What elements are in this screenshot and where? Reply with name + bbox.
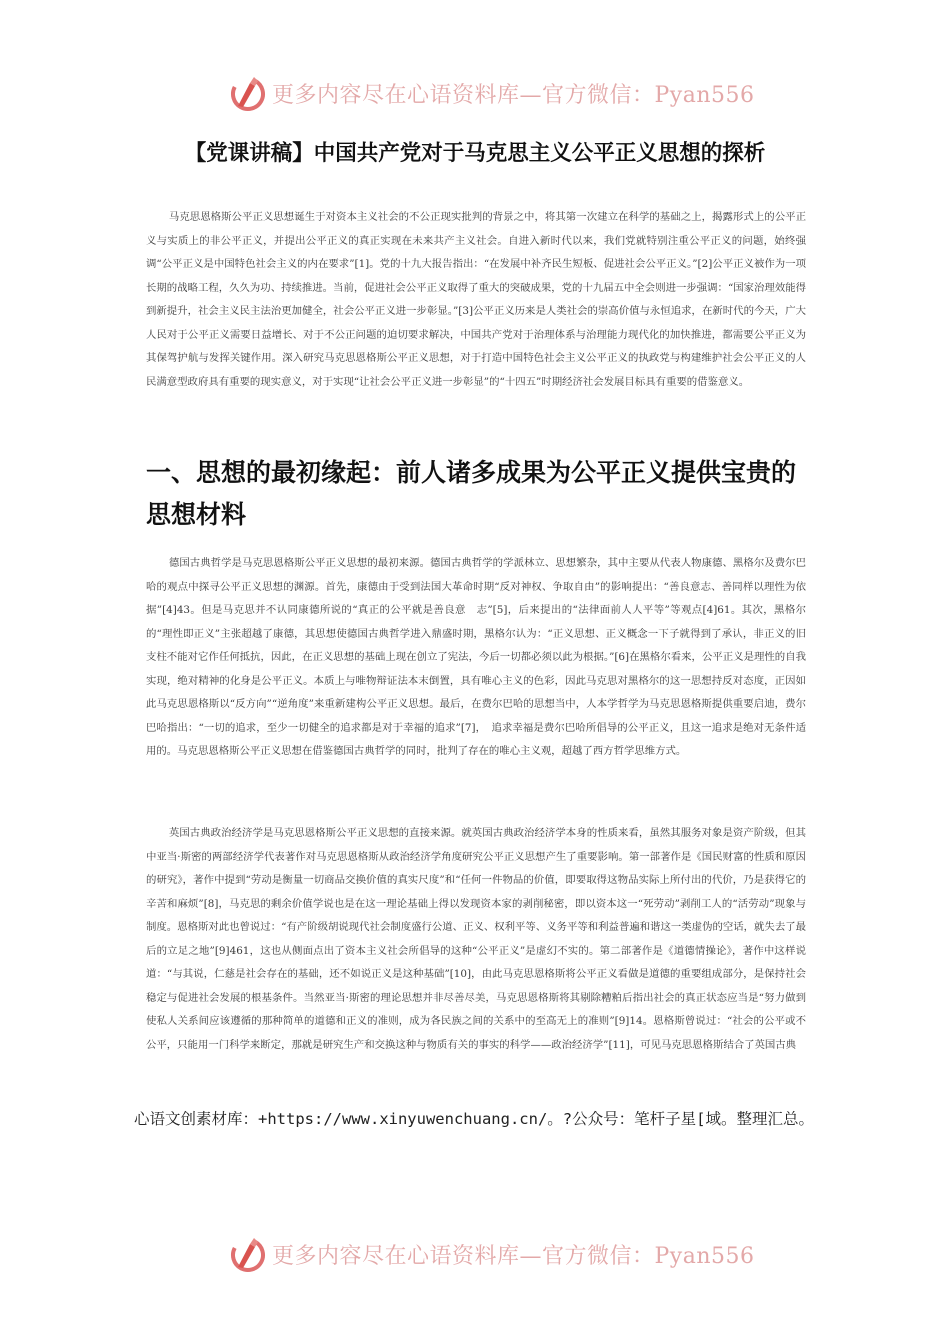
paragraph: 马克思恩格斯公平正义思想诞生于对资本主义社会的不公正现实批判的背景之中，将其第一次建立在科学的基础之上，揭露形式上的公平正义与实质上的非公平正义，并提出公平正义的真正实现在未来共产主义社会。自进入新时代以来，我们党就特别注重公平正义的问题，始终强调“公平正义是中国特色社会主义的内在要求”[1]。党的十九大报告指出：“在发展中补齐民生短板、促进社会公平正义。”[2]公平正义被作为一项长期的战略工程，久久为功、持续推进。当前，促进社会公平正义取得了重大的突破成果，党的十九届五中全会则进一步强调：“国家治理效能得到新提升，社会主义民主法治更加健全，社会公平正义进一步彰显。”[3]公平正义历来是人类社会的崇高价值与永恒追求，在新时代的今天，广大人民对于公平正义需要日益增长、对于不公正问题的迫切要求解决，中国共产党对于治理体系与治理能力现代化的加快推进，都需要公平正义为其保驾护航与发挥关键作用。深入研究马克思恩格斯公平正义思想，对于打造中国特色社会主义公平正义的执政党与构建维护社会公平正义的人民满意型政府具有重要的现实意义，对于实现“让社会公平正义进一步彰显”的“十四五”时期经济社会发展目标具有重要的借鉴意义。 xyxy=(146,211,806,388)
paragraph: 德国古典哲学是马克思恩格斯公平正义思想的最初来源。德国古典哲学的学派林立、思想繁杂，其中主要从代表人物康德、黑格尔及费尔巴哈的观点中探寻公平正义思想的渊源。首先，康德由于受到法国大革命时期“反对神权、争取自由”的影响提出：“善良意志、善同样以理性为依据”[4]43。但是马克思并不认同康德所说的“真正的公平就是善良意 志”[5]，后来提出的“法律面前人人平等”等观点[4]61。其次，黑格尔的“理性即正义”主张超越了康德，其思想使德国古典哲学进入鼎盛时期，黑格尔认为：“正义思想、正义概念一下子就得到了承认，非正义的旧支柱不能对它作任何抵抗，因此，在正义思想的基础上现在创立了宪法，今后一切都必须以此为根据。”[6]在黑格尔看来，公平正义是理性的自我实现，绝对精神的化身是公平正义。本质上与唯物辩证法本末倒置，具有唯心主义的色彩，因此马克思对黑格尔的这一思想持反对态度，正因如此马克思恩格斯以“反方向”“逆角度”来重新建构公平正义思想。最后，在费尔巴哈的思想当中，人本学哲学为马克思恩格斯提供重要启迪，费尔巴哈指出：“一切的追求，至少一切健全的追求都是对于幸福的追求”[7]， 追求幸福是费尔巴哈所倡导的公平正义，且这一追求是绝对无条件适用的。马克思恩格斯公平正义思想在借鉴德国古典哲学的同时，批判了存在的唯心主义观，超越了西方哲学思维方式。 xyxy=(146,557,806,757)
paragraph: 英国古典政治经济学是马克思恩格斯公平正义思想的直接来源。就英国古典政治经济学本身的性质来看，虽然其服务对象是资产阶级，但其中亚当·斯密的两部经济学代表著作对马克思恩格斯从政治经济学角度研究公平正义思想产生了重要影响。第一部著作是《国民财富的性质和原因的研究》，著作中提到“劳动是衡量一切商品交换价值的真实尺度”和“任何一件物品的价值，即要取得这物品实际上所付出的代价，乃是获得它的辛苦和麻烦”[8]，马克思的剩余价值学说也是在这一理论基础上得以发现资本家的剥削秘密，即以资本这一“死劳动”剥削工人的“活劳动”现象与制度。恩格斯对此也曾说过：“有产阶级胡说现代社会制度盛行公道、正义、权利平等、义务平等和利益普遍和谐这一类虚伪的空话，就失去了最后的立足之地”[9]461，这也从侧面点出了资本主义社会所倡导的这种“公平正义”是虚幻不实的。第二部著作是《道德情操论》，著作中这样说道：“与其说，仁慈是社会存在的基础，还不如说正义是这种基础”[10]，由此马克思恩格斯将公平正义看做是道德的重要组成部分，是保持社会稳定与促进社会发展的根基条件。当然亚当·斯密的理论思想并非尽善尽美，马克思恩格斯将其剔除糟粕后指出社会的真正状态应当是“努力做到使私人关系间应该遵循的那种简单的道德和正义的准则，成为各民族之间的关系中的至高无上的准则”[9]14。恩格斯曾说过：“社会的公平或不公平，只能用一门科学来断定，那就是研究生产和交换这种与物质有关的事实的科学——政治经济学”[11]，可见马克思恩格斯结合了英国古典 xyxy=(146,827,806,1051)
section-heading: 一、思想的最初缘起：前人诸多成果为公平正义提供宝贵的思想材料 xyxy=(146,458,797,529)
footer-banner xyxy=(228,1234,755,1274)
footer-note: 心语文创素材库：+https://www.xinyuwenchuang.cn/。?公众号：笔杆子星[域。整理汇总。 xyxy=(134,1110,814,1128)
document-title: 【党课讲稿】中国共产党对于马克思主义公平正义思想的探析 xyxy=(184,141,766,166)
banner-text: 更多内容尽在心语资料库—官方微信：Pyan556 xyxy=(272,1243,755,1269)
logo-icon xyxy=(228,1234,268,1274)
logo-icon xyxy=(228,73,268,113)
banner-text: 更多内容尽在心语资料库—官方微信：Pyan556 xyxy=(272,82,755,108)
header-banner xyxy=(228,73,755,113)
